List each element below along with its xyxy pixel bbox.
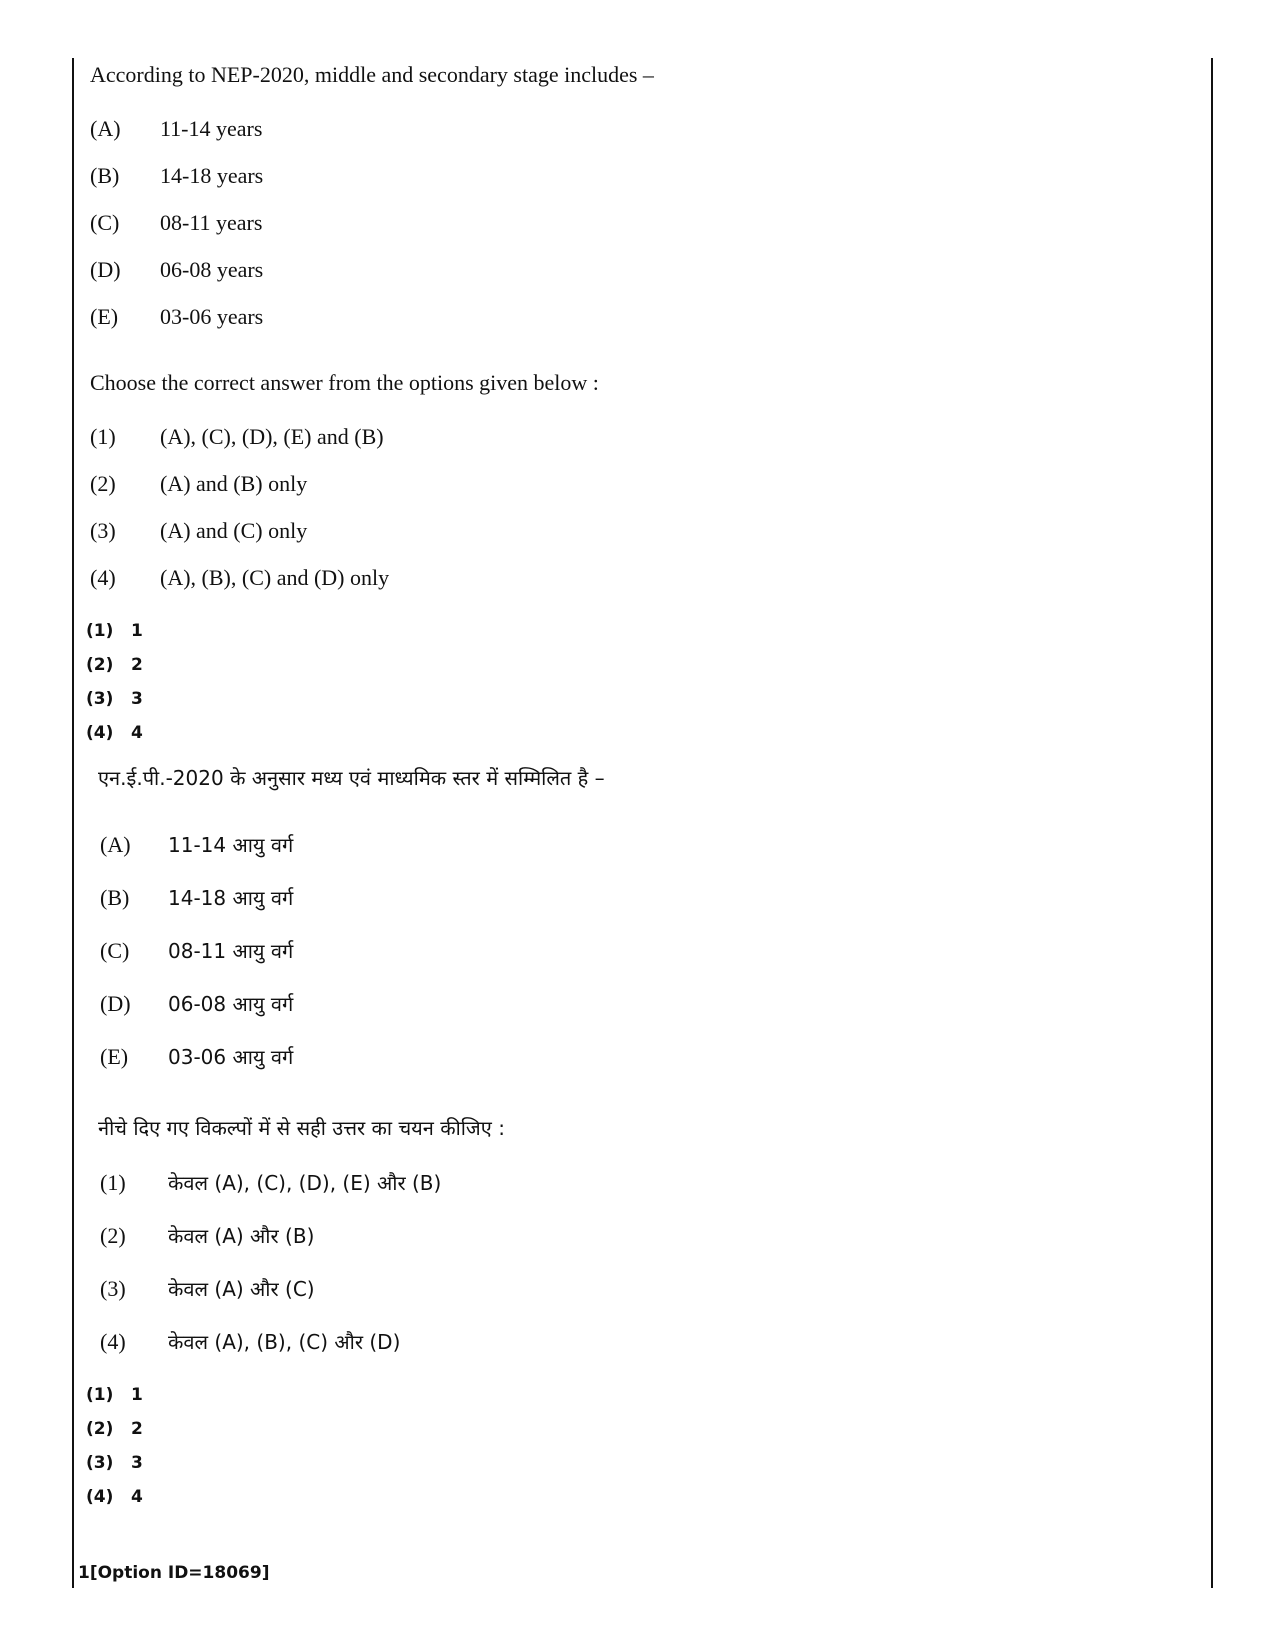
statement-text: 08-11 आयु वर्ग [168, 939, 294, 963]
option-label: (2) [90, 471, 116, 496]
option-label: (4) [100, 1329, 126, 1354]
statement-text: 11-14 years [160, 116, 263, 141]
answer-choice-4[interactable]: (4) 4 [86, 723, 143, 743]
option-label: (3) [90, 518, 116, 543]
statement-label: (E) [100, 1044, 129, 1069]
statement-text: 06-08 आयु वर्ग [168, 992, 294, 1016]
instruction-text-english: Choose the correct answer from the options given below : [90, 370, 599, 395]
option-label: (1) [100, 1170, 126, 1195]
statement-text: 14-18 आयु वर्ग [168, 886, 294, 910]
statement-label: (C) [100, 938, 130, 963]
option-label: (3) [100, 1276, 126, 1301]
option-label: (1) [90, 424, 116, 449]
option-text: (A), (C), (D), (E) and (B) [160, 424, 384, 449]
option-label: (4) [90, 565, 116, 590]
option-text: केवल (A) और (C) [168, 1277, 315, 1301]
answer-choice-4-hindi[interactable]: (4) 4 [86, 1487, 143, 1507]
answer-choice-2[interactable]: (2) 2 [86, 655, 143, 675]
option-label: (2) [100, 1223, 126, 1248]
statement-text: 03-06 आयु वर्ग [168, 1045, 294, 1069]
option-id-footer: 1[Option ID=18069] [78, 1563, 270, 1583]
answer-choice-3[interactable]: (3) 3 [86, 689, 143, 709]
option-text: केवल (A) और (B) [168, 1224, 315, 1248]
statement-label: (D) [100, 991, 131, 1016]
option-text: केवल (A), (B), (C) और (D) [168, 1330, 401, 1354]
answer-choice-1[interactable]: (1) 1 [86, 621, 143, 641]
option-text: (A) and (B) only [160, 471, 308, 496]
statement-label: (C) [90, 210, 120, 235]
answer-choice-1-hindi[interactable]: (1) 1 [86, 1385, 143, 1405]
statement-label: (A) [100, 832, 131, 857]
statement-label: (D) [90, 257, 121, 282]
left-border-rule [72, 58, 74, 1588]
statement-text: 11-14 आयु वर्ग [168, 833, 294, 857]
statement-text: 06-08 years [160, 257, 264, 282]
statement-label: (E) [90, 304, 119, 329]
question-text-english: According to NEP-2020, middle and secondary stage includes – [90, 62, 654, 87]
option-text: (A) and (C) only [160, 518, 308, 543]
statement-text: 03-06 years [160, 304, 264, 329]
right-border-rule [1211, 58, 1213, 1588]
instruction-text-hindi: नीचे दिए गए विकल्पों में से सही उत्तर का चयन कीजिए : [98, 1116, 505, 1140]
statement-text: 14-18 years [160, 163, 264, 188]
answer-choice-2-hindi[interactable]: (2) 2 [86, 1419, 143, 1439]
option-text: केवल (A), (C), (D), (E) और (B) [168, 1171, 442, 1195]
statement-label: (B) [100, 885, 130, 910]
question-text-hindi: एन.ई.पी.-2020 के अनुसार मध्य एवं माध्यमिक स्तर में सम्मिलित है – [98, 766, 605, 790]
option-text: (A), (B), (C) and (D) only [160, 565, 390, 590]
statement-label: (A) [90, 116, 121, 141]
statement-label: (B) [90, 163, 120, 188]
statement-text: 08-11 years [160, 210, 263, 235]
answer-choice-3-hindi[interactable]: (3) 3 [86, 1453, 143, 1473]
